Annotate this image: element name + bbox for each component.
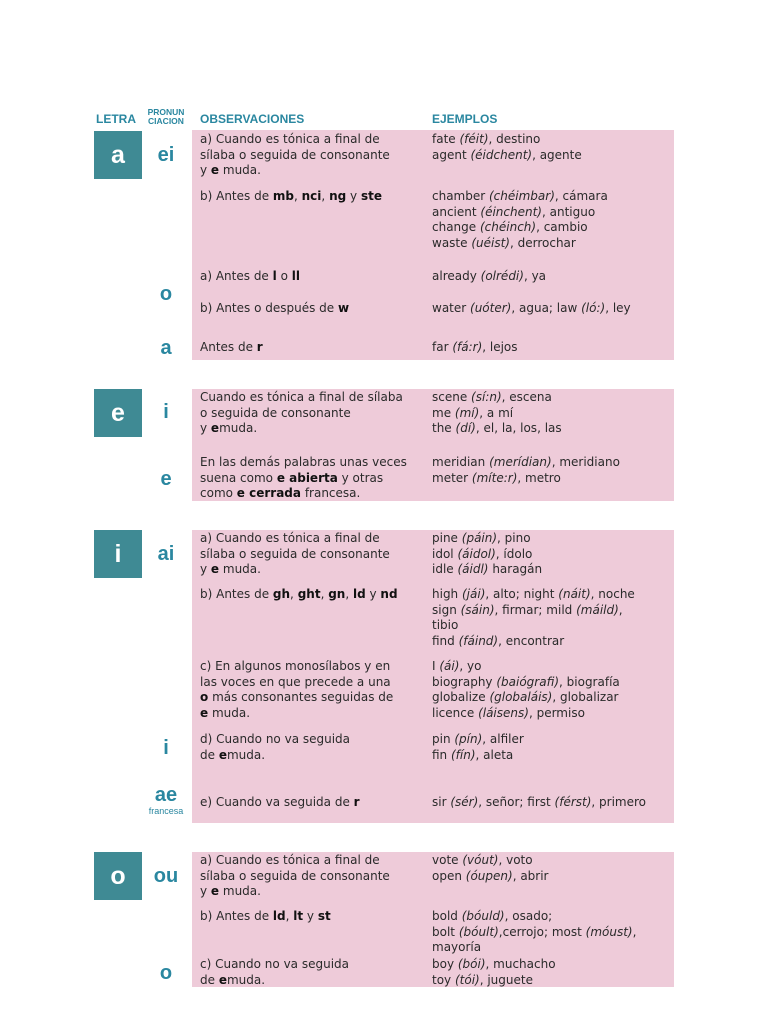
- letter-box-e: e: [94, 389, 142, 437]
- section-a-row-4-observation: b) Antes o después de w: [200, 301, 350, 315]
- section-a-row-3-examples: already (olrédi), ya: [432, 269, 547, 283]
- header-ejemplos: EJEMPLOS: [432, 112, 498, 126]
- pron-e-i: i: [163, 401, 169, 423]
- section-a-row-3-observation: a) Antes de l o ll: [200, 269, 300, 283]
- section-o-row-1-observation: a) Cuando es tónica a final de sílaba o seguida de consonante y e muda.: [200, 853, 390, 898]
- section-a-row-5-observation: Antes de r: [200, 340, 263, 354]
- section-i-row-2-observation: b) Antes de gh, ght, gn, ld y nd: [200, 587, 398, 601]
- letter-box-i: i: [94, 530, 142, 578]
- pron-o-o: o: [159, 962, 173, 984]
- section-i-row-3-examples: I (ái), yo biography (baiógrafi), biografía globalize (globaláis), globalizar licence (láisens), permiso: [432, 659, 620, 720]
- section-i-row-4-observation: d) Cuando no va seguida de emuda.: [200, 732, 351, 762]
- section-o-row-2-examples: bold (bóuld), osado; bolt (bóult),cerrojo; most (móust), mayoría: [432, 909, 637, 954]
- section-a-row-5-examples: far (fá:r), lejos: [432, 340, 518, 354]
- header-letra: LETRA: [96, 112, 136, 126]
- letter-box-a: a: [94, 131, 142, 179]
- section-o-row-2-observation: b) Antes de ld, lt y st: [200, 909, 331, 923]
- pron-i-ae-note: francesa: [148, 806, 184, 816]
- letter-box-o: o: [94, 852, 142, 900]
- pron-e-e: e: [160, 468, 172, 490]
- section-e-row-1-examples: scene (sí:n), escena me (mí), a mí the (dí), el, la, los, las: [432, 390, 562, 435]
- header-observaciones: OBSERVACIONES: [200, 112, 305, 126]
- section-o-row-3-examples: boy (bói), muchacho toy (tói), juguete: [432, 957, 556, 987]
- section-o-row-3-observation: c) Cuando no va seguida de emuda.: [200, 957, 350, 987]
- section-a-row-4-examples: water (uóter), agua; law (ló:), ley: [432, 301, 631, 315]
- section-i-row-2-examples: high (jái), alto; night (náit), noche sign (sáin), firmar; mild (máild), tibio find (fáind), encontrar: [432, 587, 635, 648]
- pron-a-o: o: [159, 283, 173, 305]
- section-i-row-5-examples: sir (sér), señor; first (férst), primero: [432, 795, 647, 809]
- pron-i-i: i: [163, 737, 169, 759]
- section-i-row-1-examples: pine (páin), pino idol (áidol), ídolo idle (áidl) haragán: [432, 531, 543, 576]
- pron-i-ae: ae: [154, 784, 178, 806]
- pron-a-a: a: [160, 337, 172, 359]
- section-e-row-2-observation: En las demás palabras unas veces suena como e abierta y otras como e cerrada francesa.: [200, 455, 407, 500]
- section-i-row-3-observation: c) En algunos monosílabos y en las voces en que precede a una o más consonantes seguidas de e muda.: [200, 659, 394, 720]
- pron-a-ei: ei: [157, 144, 175, 166]
- section-a-row-2-observation: b) Antes de mb, nci, ng y ste: [200, 189, 382, 203]
- section-i-row-4-examples: pin (pín), alfiler fin (fín), aleta: [432, 732, 524, 762]
- section-i-row-5-observation: e) Cuando va seguida de r: [200, 795, 360, 809]
- header-pronunciacion: PRONUN CIACION: [147, 107, 185, 126]
- section-a-row-1-observation: a) Cuando es tónica a final de sílaba o seguida de consonante y e muda.: [200, 132, 390, 177]
- section-a-row-2-examples: chamber (chéimbar), cámara ancient (éinchent), antiguo change (chéinch), cambio waste (uéist), derrochar: [432, 189, 608, 250]
- section-o-row-1-examples: vote (vóut), voto open (óupen), abrir: [432, 853, 549, 883]
- pron-i-ai: ai: [157, 543, 175, 565]
- section-e-row-2-examples: meridian (merídian), meridiano meter (míte:r), metro: [432, 455, 620, 485]
- pron-o-ou: ou: [153, 865, 179, 887]
- section-a-row-1-examples: fate (féit), destino agent (éidchent), agente: [432, 132, 582, 162]
- section-e-row-1-observation: Cuando es tónica a final de sílaba o seguida de consonante y emuda.: [200, 390, 403, 435]
- section-i-row-1-observation: a) Cuando es tónica a final de sílaba o seguida de consonante y e muda.: [200, 531, 390, 576]
